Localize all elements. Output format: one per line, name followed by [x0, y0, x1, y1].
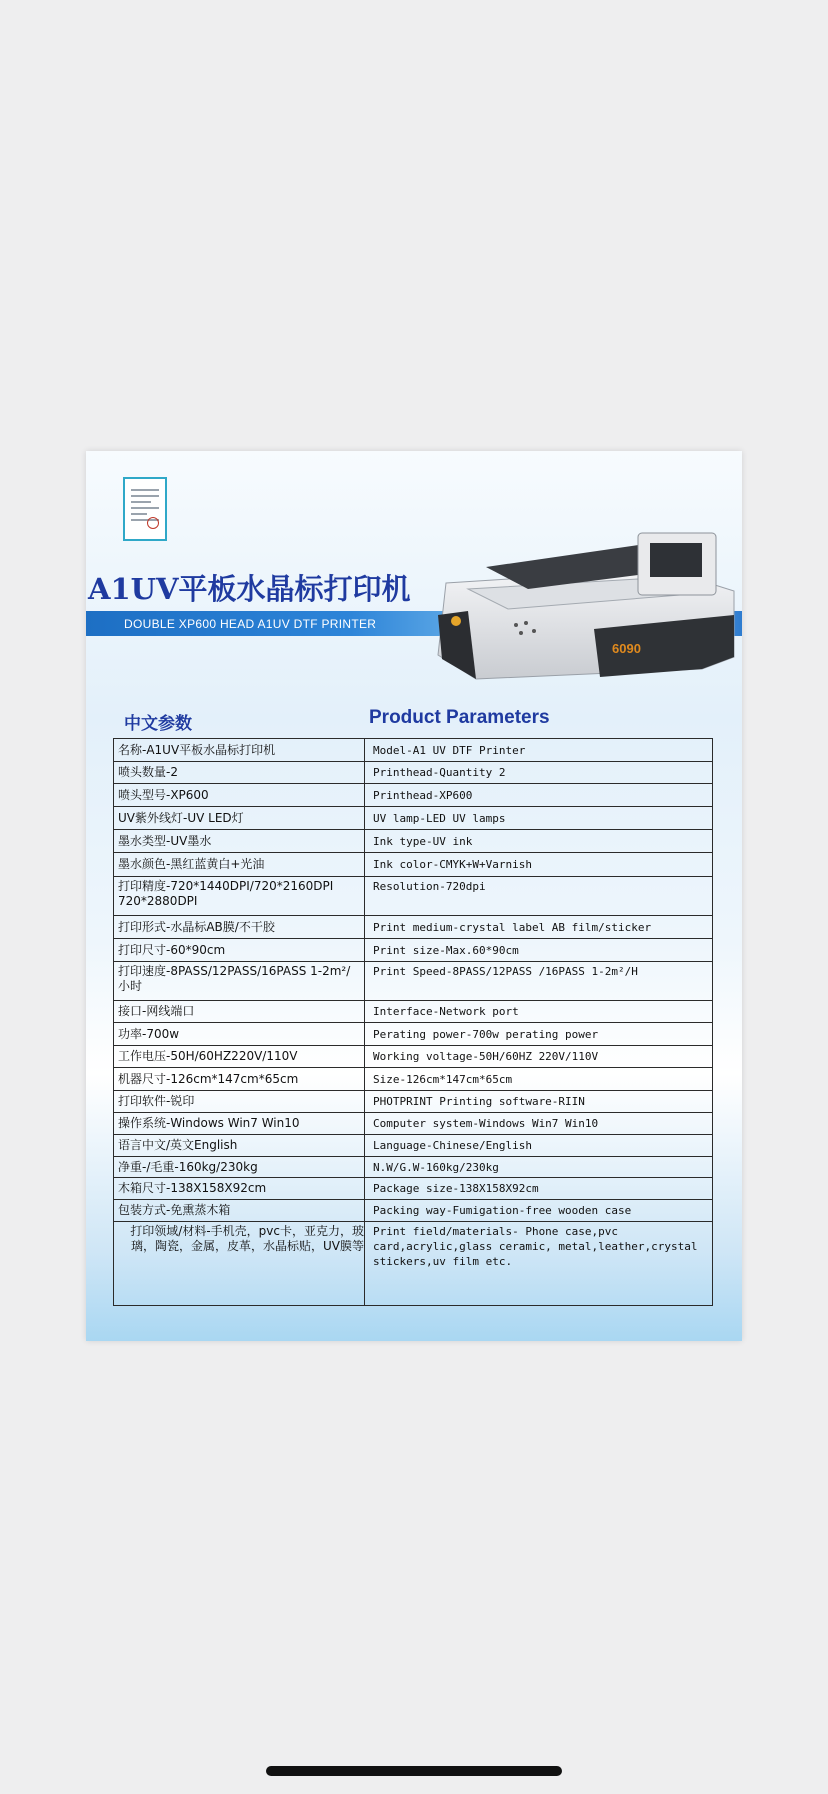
spec-en: Print medium-crystal label AB film/sticker	[365, 916, 713, 939]
table-row	[114, 762, 713, 784]
spec-cn: 打印领域/材料-手机壳，pvc卡，亚克力，玻璃，陶瓷，金属，皮革，水晶标贴，UV膜等	[114, 1222, 365, 1306]
spec-cn: 喷头型号-XP600	[114, 784, 365, 807]
table-row	[114, 1200, 713, 1222]
spec-cn: 打印速度-8PASS/12PASS/16PASS 1-2m²/小时	[114, 962, 365, 1001]
spec-cn: 打印软件-锐印	[114, 1091, 365, 1113]
spec-en: Packing way-Fumigation-free wooden case	[365, 1200, 713, 1222]
spec-cn: 机器尺寸-126cm*147cm*65cm	[114, 1068, 365, 1091]
spec-table	[113, 738, 713, 1306]
table-row	[114, 807, 713, 830]
table-row	[114, 830, 713, 853]
spec-cn: 名称-A1UV平板水晶标打印机	[114, 739, 365, 762]
spec-cn: 喷头数量-2	[114, 762, 365, 784]
table-row	[114, 739, 713, 762]
spec-en: Language-Chinese/English	[365, 1135, 713, 1157]
spec-en: Print Speed-8PASS/12PASS /16PASS 1-2m²/H	[365, 962, 713, 1001]
heading-product-parameters: Product Parameters	[369, 707, 550, 728]
flyer-title: A1UV平板水晶标打印机	[88, 572, 411, 606]
table-row	[114, 1178, 713, 1200]
spec-cn: 墨水颜色-黑红蓝黄白+光油	[114, 853, 365, 877]
printer-badge: 6090	[612, 641, 641, 656]
table-row	[114, 1046, 713, 1068]
spec-cn: 功率-700w	[114, 1023, 365, 1046]
product-flyer	[86, 451, 742, 1341]
table-row	[114, 1001, 713, 1023]
table-row	[114, 1135, 713, 1157]
spec-cn: 包装方式-免熏蒸木箱	[114, 1200, 365, 1222]
heading-chinese-params: 中文参数	[124, 714, 192, 734]
spec-cn: 打印形式-水晶标AB膜/不干胶	[114, 916, 365, 939]
spec-cn: 工作电压-50H/60HZ220V/110V	[114, 1046, 365, 1068]
spec-en: Printhead-XP600	[365, 784, 713, 807]
table-row	[114, 1068, 713, 1091]
spec-en: Ink color-CMYK+W+Varnish	[365, 853, 713, 877]
spec-en: Package size-138X158X92cm	[365, 1178, 713, 1200]
banner-text: DOUBLE XP600 HEAD A1UV DTF PRINTER	[124, 617, 377, 631]
spec-en: Resolution-720dpi	[365, 877, 713, 916]
spec-en: Print size-Max.60*90cm	[365, 939, 713, 962]
spec-cn: 净重-/毛重-160kg/230kg	[114, 1157, 365, 1178]
table-row	[114, 784, 713, 807]
uv-printer-image	[416, 529, 742, 699]
spec-en: Computer system-Windows Win7 Win10	[365, 1113, 713, 1135]
table-row	[114, 916, 713, 939]
spec-en: UV lamp-LED UV lamps	[365, 807, 713, 830]
table-row	[114, 1091, 713, 1113]
spec-cn: 打印尺寸-60*90cm	[114, 939, 365, 962]
spec-cn: 操作系统-Windows Win7 Win10	[114, 1113, 365, 1135]
table-row	[114, 1113, 713, 1135]
spec-en: Model-A1 UV DTF Printer	[365, 739, 713, 762]
table-row	[114, 1157, 713, 1178]
spec-en: Printhead-Quantity 2	[365, 762, 713, 784]
spec-cn: 语言中文/英文English	[114, 1135, 365, 1157]
spec-en: Perating power-700w perating power	[365, 1023, 713, 1046]
spec-cn: 木箱尺寸-138X158X92cm	[114, 1178, 365, 1200]
table-row	[114, 1222, 713, 1306]
spec-cn: 墨水类型-UV墨水	[114, 830, 365, 853]
table-row	[114, 1023, 713, 1046]
spec-en: Working voltage-50H/60HZ 220V/110V	[365, 1046, 713, 1068]
spec-en: Interface-Network port	[365, 1001, 713, 1023]
table-row	[114, 853, 713, 877]
spec-cn: UV紫外线灯-UV LED灯	[114, 807, 365, 830]
spec-en: Print field/materials- Phone case,pvc card,acrylic,glass ceramic, metal,leather,crystal stickers,uv film etc.	[365, 1222, 713, 1306]
spec-en: Ink type-UV ink	[365, 830, 713, 853]
spec-en: PHOTPRINT Printing software-RIIN	[365, 1091, 713, 1113]
certificate-thumbnail[interactable]	[123, 477, 167, 541]
spec-en: Size-126cm*147cm*65cm	[365, 1068, 713, 1091]
spec-cn: 打印精度-720*1440DPI/720*2160DPI 720*2880DPI	[114, 877, 365, 916]
home-indicator[interactable]	[266, 1766, 562, 1776]
spec-en: N.W/G.W-160kg/230kg	[365, 1157, 713, 1178]
table-row	[114, 877, 713, 916]
table-row	[114, 962, 713, 1001]
table-row	[114, 939, 713, 962]
spec-cn: 接口-网线端口	[114, 1001, 365, 1023]
